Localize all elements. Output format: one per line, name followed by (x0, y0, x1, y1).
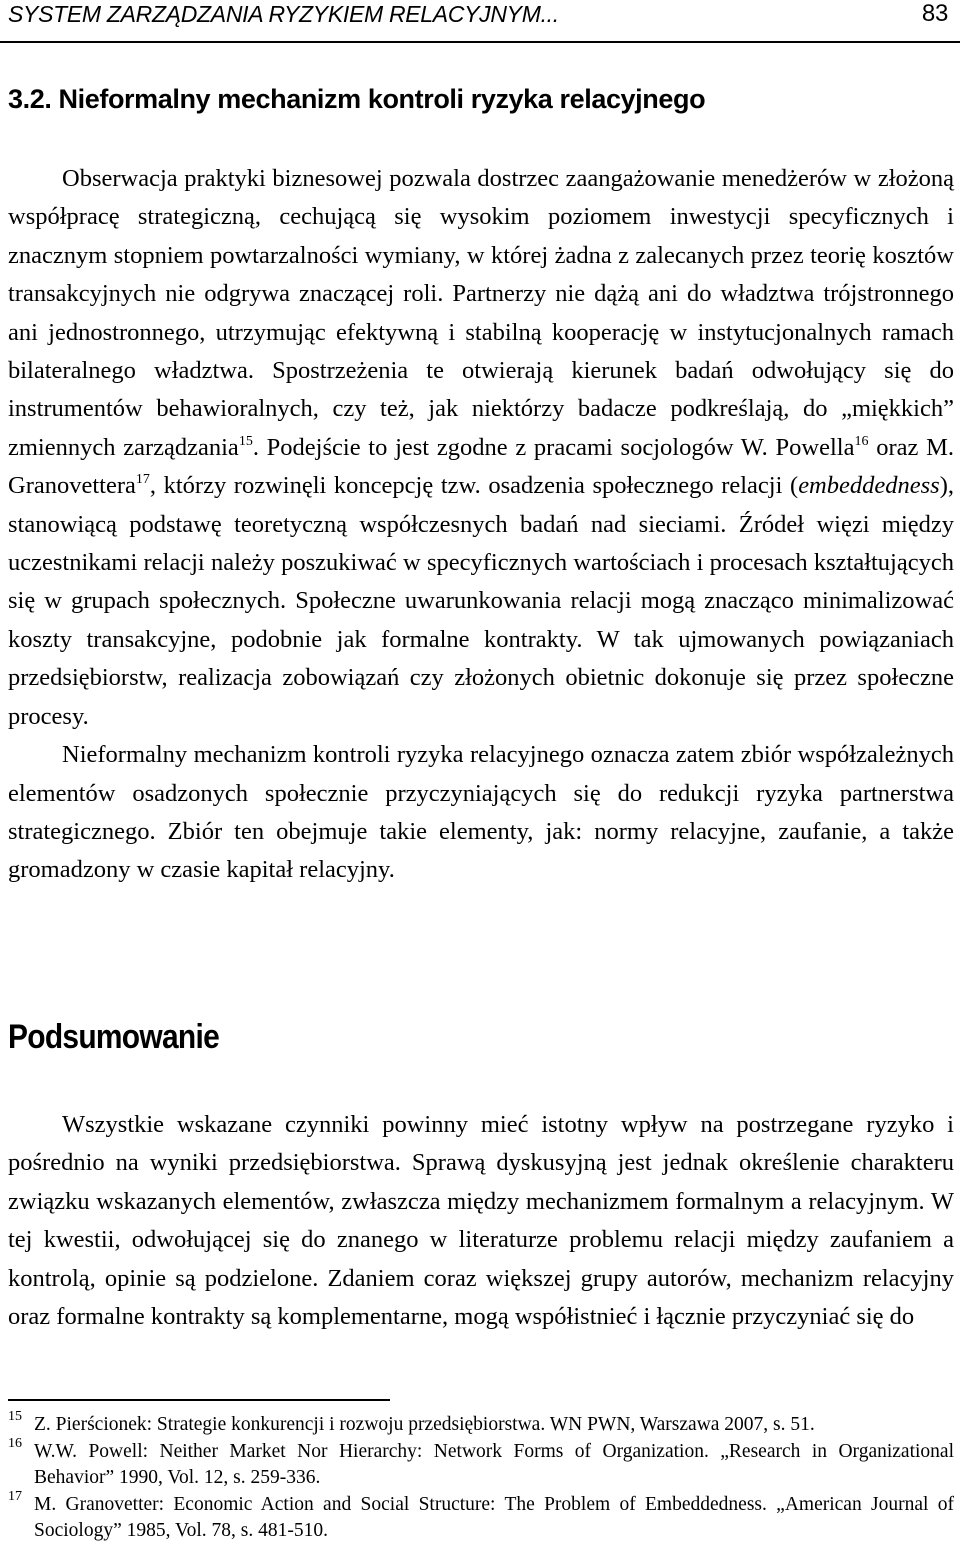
paragraph (8, 160, 954, 736)
footnotes (8, 1409, 954, 1545)
footnote-number: 16 (8, 1435, 22, 1451)
footnote-number: 15 (8, 1409, 22, 1424)
summary-body (8, 1106, 954, 1336)
running-title: SYSTEM ZARZĄDZANIA RYZYKIEM RELACYJNYM... (8, 0, 559, 27)
running-header (8, 0, 952, 34)
footnote-text: W.W. Powell: Neither Market Nor Hierarchy: Network Forms of Organization. „Research in Organizational Behavior” 1990, Vol. 12, s. 259-336. (34, 1440, 954, 1488)
footnote-number: 17 (8, 1488, 22, 1504)
paragraph-text: , którzy rozwinęli koncepcję tzw. osadzenia społecznego relacji ( (149, 472, 799, 500)
footnote (8, 1435, 954, 1492)
section-body (8, 160, 954, 890)
paragraph-text: ), stanowiącą podstawę teoretyczną współczesnych badań nad sieciami. Źródeł więzi między uczestnikami relacji należy poszukiwać w specyficznych wartościach i procesach kształtujących się w grupach społecznych. Społeczne uwarunkowania relacji mogą znacząco minimalizować koszty transakcyjne, podobnie jak formalne kontrakty. W tak ujmowanych powiązaniach przedsiębiorstw, realizacja zobowiązań czy złożonych obietnic dokonuje się przez społeczne procesy. (8, 472, 954, 730)
page-number: 83 (921, 0, 948, 27)
summary-heading: Podsumowanie (8, 1018, 220, 1056)
footnote-ref: 17 (135, 472, 150, 488)
footnote (8, 1488, 954, 1545)
paragraph-text: . Podejście to jest zgodne z pracami socjologów W. Powella (252, 433, 855, 461)
footnote-rule (8, 1399, 390, 1401)
italic-term: embeddedness (798, 472, 940, 500)
footnote-ref: 16 (854, 433, 869, 449)
footnote-ref: 15 (238, 433, 253, 449)
paragraph-text: Obserwacja praktyki biznesowej pozwala dostrzec zaangażowanie menedżerów w złożoną współpracę strategiczną, cechującą się wysokim poziomem inwestycji specyficznych i znacznym stopniem powtarzalności wymiany, w której żadna z zalecanych przez teorię kosztów transakcyjnych nie odgrywa znaczącej roli. Partnerzy nie dążą ani do władztwa trójstronnego ani jednostronnego, utrzymując efektywną i stabilną kooperację w instytucjonalnych ramach bilateralnego władztwa. Spostrzeżenia te otwierają kierunek badań odwołujący się do instrumentów behawioralnych, czy też, jak niektórzy badacze podkreślają, do „miękkich” zmiennych zarządzania (8, 165, 954, 461)
footnote (8, 1409, 954, 1439)
paragraph-text: oraz M. Granovettera (8, 433, 954, 500)
section-title: 3.2. Nieformalny mechanizm kontroli ryzyka relacyjnego (8, 84, 706, 114)
paragraph: Wszystkie wskazane czynniki powinny mieć istotny wpływ na postrzegane ryzyko i pośrednio na wyniki przedsiębiorstwa. Sprawą dyskusyjną jest jednak określenie charakteru związku wskazanych elementów, zwłaszcza między mechanizmem formalnym a relacyjnym. W tej kwestii, odwołującej się do znanego w literaturze problemu relacji między zaufaniem a kontrolą, opinie są podzielone. Zdaniem coraz większej grupy autorów, mechanizm relacyjny oraz formalne kontrakty są komplementarne, mogą współistnieć i łącznie przyczyniać się do (8, 1111, 954, 1331)
paragraph: Nieformalny mechanizm kontroli ryzyka relacyjnego oznacza zatem zbiór współzależnych elementów osadzonych społecznie przyczyniających się do redukcji ryzyka partnerstwa strategicznego. Zbiór ten obejmuje takie elementy, jak: normy relacyjne, zaufanie, a także gromadzony w czasie kapitał relacyjny. (8, 741, 954, 884)
footnote-text: Z. Pierścionek: Strategie konkurencji i rozwoju przedsiębiorstwa. WN PWN, Warszawa 2007, s. 51. (34, 1414, 815, 1435)
header-rule (0, 41, 960, 43)
footnote-text: M. Granovetter: Economic Action and Social Structure: The Problem of Embeddedness. „American Journal of Sociology” 1985, Vol. 78, s. 481-510. (34, 1493, 954, 1541)
